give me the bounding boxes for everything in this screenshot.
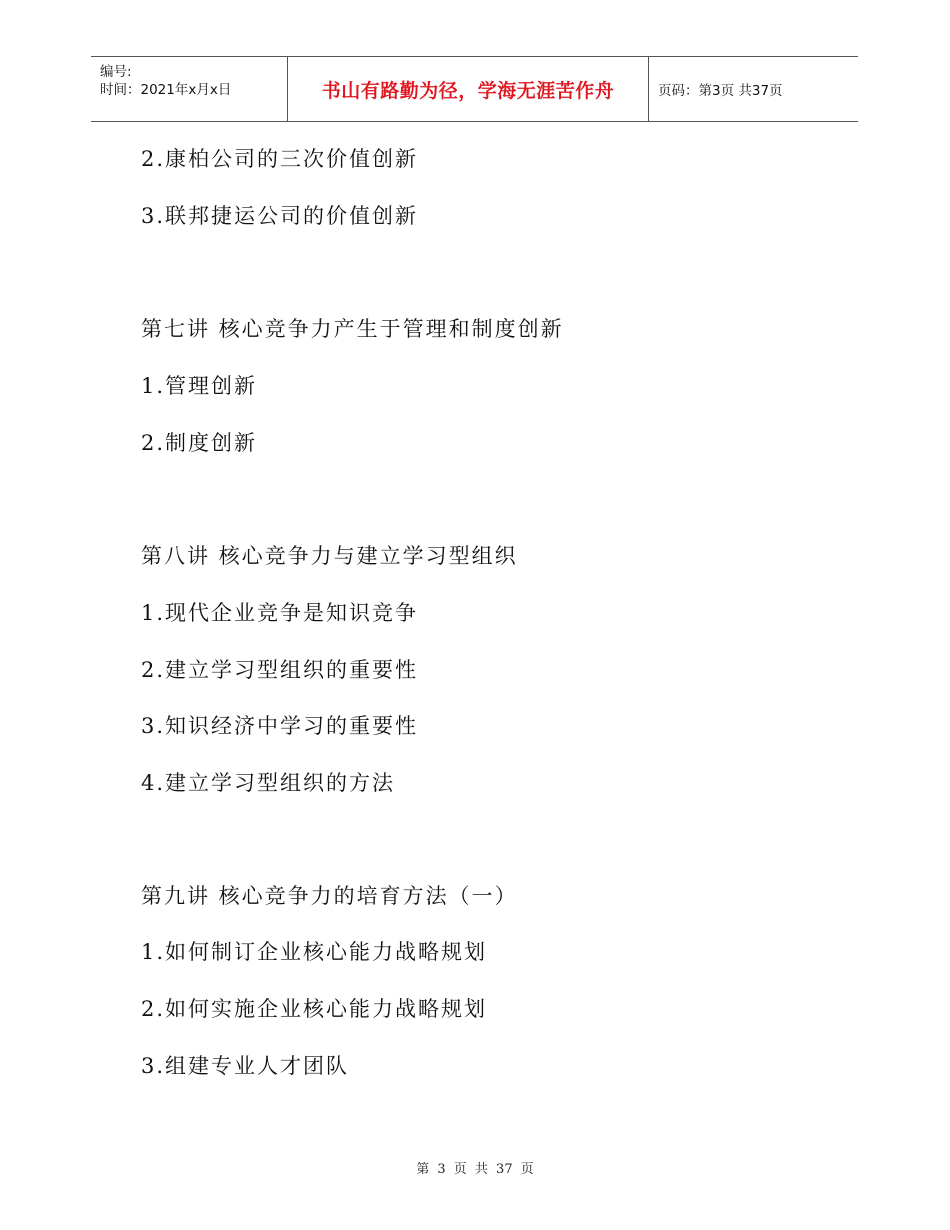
header-meta-cell: [91, 57, 287, 121]
document-number-label: 编号:: [100, 64, 132, 80]
outline-item: 2.康柏公司的三次价值创新: [141, 147, 419, 171]
outline-item: 2.制度创新: [141, 431, 258, 455]
lecture-heading: 第八讲 核心竞争力与建立学习型组织: [141, 544, 518, 568]
document-time-label: 时间：2021年x月x日: [100, 82, 232, 98]
outline-item: 1.管理创新: [141, 374, 258, 398]
outline-item: 2.如何实施企业核心能力战略规划: [141, 997, 488, 1021]
header-motto: 书山有路勤为径，学海无涯苦作舟: [321, 79, 615, 102]
page-header: [91, 56, 858, 122]
outline-item: 2.建立学习型组织的重要性: [141, 658, 419, 682]
outline-item: 4.建立学习型组织的方法: [141, 771, 396, 795]
outline-item: 1.现代企业竞争是知识竞争: [141, 601, 419, 625]
page-footer: 第 3 页 共 37 页: [416, 1162, 534, 1177]
outline-item: 3.联邦捷运公司的价值创新: [141, 204, 419, 228]
header-page-cell: [649, 57, 858, 121]
header-page-info: 页码：第3页 共37页: [658, 83, 783, 99]
outline-item: 3.知识经济中学习的重要性: [141, 714, 419, 738]
lecture-heading: 第九讲 核心竞争力的培育方法（一）: [141, 884, 518, 908]
lecture-heading: 第七讲 核心竞争力产生于管理和制度创新: [141, 317, 564, 341]
outline-item: 1.如何制订企业核心能力战略规划: [141, 940, 488, 964]
outline-item: 3.组建专业人才团队: [141, 1054, 350, 1078]
header-motto-cell: [287, 57, 649, 121]
